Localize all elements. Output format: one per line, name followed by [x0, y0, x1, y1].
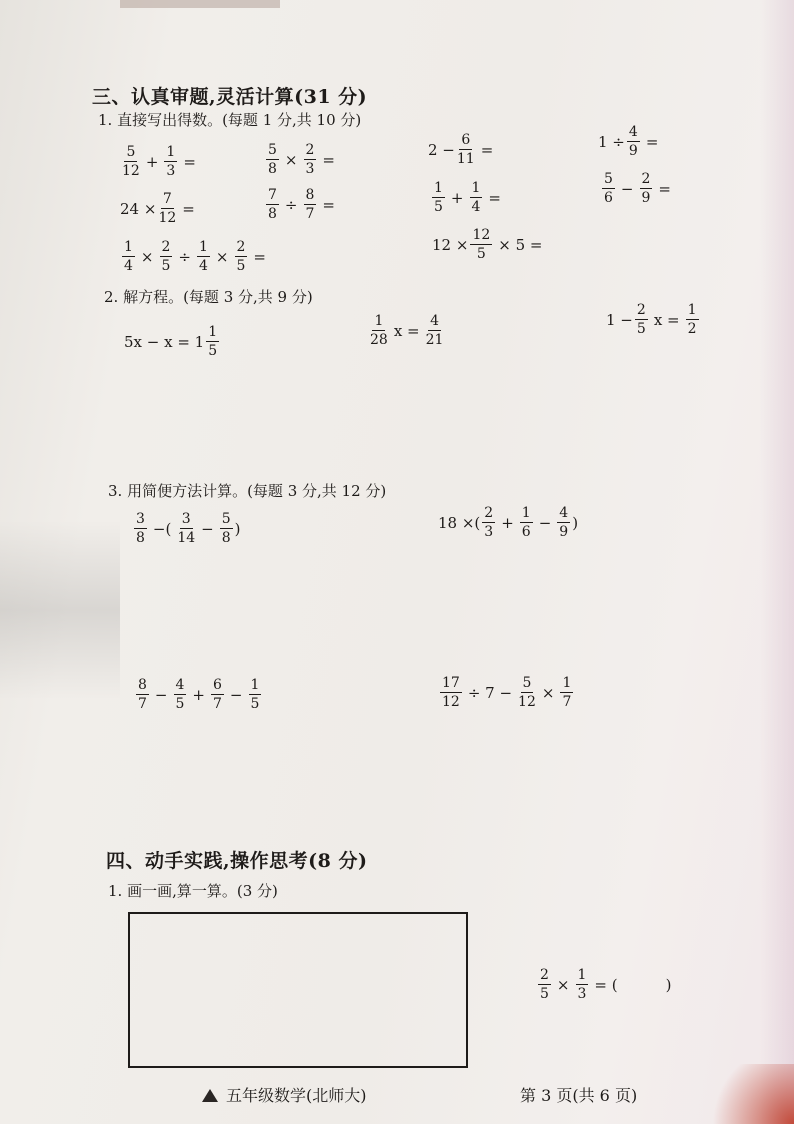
- fraction: $\frac{8}{7}$: [138, 677, 147, 712]
- fraction: $\frac{4}{21}$: [425, 313, 444, 348]
- simplify-3: $\frac{8}{7}$ − $\frac{4}{5}$ + $\frac{6}{7}$ − $\frac{1}{5}$: [138, 677, 260, 712]
- corner-stain: [704, 1064, 794, 1124]
- fraction: $\frac{1}{4}$: [124, 239, 133, 274]
- fraction: $\frac{1}{5}$: [208, 324, 218, 359]
- equation-2: $\frac{1}{28}$ x = $\frac{4}{21}$: [370, 313, 444, 348]
- fraction: $\frac{1}{5}$: [434, 180, 443, 215]
- fraction: $\frac{2}{5}$: [236, 239, 246, 274]
- drawing-box[interactable]: [128, 912, 468, 1068]
- fraction: $\frac{2}{9}$: [641, 171, 651, 206]
- simplify-2: 18 ×( $\frac{2}{3}$ + $\frac{1}{6}$ − $\frac{4}{9}$ ): [438, 505, 579, 540]
- fraction: $\frac{5}{6}$: [604, 171, 613, 206]
- fraction: $\frac{1}{7}$: [562, 675, 572, 710]
- fraction: $\frac{1}{4}$: [199, 239, 208, 274]
- q2-title: 2. 解方程。(每题 3 分,共 9 分): [104, 288, 313, 306]
- fraction: $\frac{5}{8}$: [268, 142, 277, 177]
- fraction: $\frac{3}{14}$: [177, 511, 196, 546]
- paper-fold-shadow: [0, 520, 120, 700]
- q1-item-10: 12 × $\frac{12}{5}$ × 5 =: [432, 227, 543, 262]
- fraction: $\frac{1}{3}$: [577, 967, 587, 1002]
- top-tape-strip: [120, 0, 280, 8]
- fraction: $\frac{5}{8}$: [221, 511, 231, 546]
- fraction: $\frac{1}{3}$: [166, 144, 176, 179]
- fraction: $\frac{1}{2}$: [687, 302, 697, 337]
- footer-page-number: 第 3 页(共 6 页): [520, 1086, 638, 1105]
- q1-item-2: $\frac{5}{8}$ × $\frac{2}{3}$ =: [268, 142, 335, 177]
- fraction: $\frac{2}{5}$: [636, 302, 646, 337]
- fraction: $\frac{8}{7}$: [305, 187, 315, 222]
- fraction: $\frac{2}{5}$: [540, 967, 549, 1002]
- q3-title: 3. 用简便方法计算。(每题 3 分,共 12 分): [108, 482, 387, 500]
- fraction: $\frac{1}{5}$: [250, 677, 260, 712]
- equation-3: 1 − $\frac{2}{5}$ x = $\frac{1}{2}$: [606, 302, 697, 337]
- fraction: $\frac{7}{8}$: [268, 187, 277, 222]
- section3-title: 三、认真审题,灵活计算(31 分): [92, 86, 368, 108]
- simplify-1: $\frac{3}{8}$ −( $\frac{3}{14}$ − $\frac{5}{8}$ ): [136, 511, 241, 546]
- fraction: $\frac{3}{8}$: [136, 511, 145, 546]
- fraction: $\frac{12}{5}$: [472, 227, 491, 262]
- s4-q1-title: 1. 画一画,算一算。(3 分): [108, 882, 278, 900]
- q1-title: 1. 直接写出得数。(每题 1 分,共 10 分): [98, 111, 362, 129]
- footer-left: 五年级数学(北师大): [202, 1083, 367, 1106]
- fraction: $\frac{1}{28}$: [370, 313, 388, 348]
- paper-edge-tint: [760, 0, 794, 1124]
- q1-item-1: $\frac{5}{12}$ + $\frac{1}{3}$ =: [122, 144, 196, 179]
- q1-item-5: 24 × $\frac{7}{12}$ =: [120, 191, 195, 226]
- q1-item-4: 1 ÷ $\frac{4}{9}$ =: [598, 124, 659, 159]
- fraction: $\frac{4}{9}$: [628, 124, 638, 159]
- fraction: $\frac{2}{3}$: [484, 505, 494, 540]
- fraction: $\frac{6}{11}$: [456, 132, 475, 167]
- fraction: $\frac{4}{9}$: [559, 505, 569, 540]
- fraction: $\frac{7}{12}$: [158, 191, 177, 226]
- draw-calc-expression: $\frac{2}{5}$ × $\frac{1}{3}$ = ( ): [540, 967, 672, 1002]
- fraction: $\frac{2}{3}$: [305, 142, 315, 177]
- fraction: $\frac{5}{12}$: [122, 144, 140, 179]
- section4-title: 四、动手实践,操作思考(8 分): [106, 850, 368, 872]
- equation-1: 5x − x = 1 $\frac{1}{5}$: [124, 324, 218, 359]
- fraction: $\frac{2}{5}$: [161, 239, 171, 274]
- q1-item-7: $\frac{1}{5}$ + $\frac{1}{4}$ =: [434, 180, 501, 215]
- fraction: $\frac{1}{6}$: [521, 505, 531, 540]
- q1-item-3: 2 − $\frac{6}{11}$ =: [428, 132, 494, 167]
- fraction: $\frac{5}{12}$: [518, 675, 536, 710]
- fraction: $\frac{17}{12}$: [442, 675, 460, 710]
- q1-item-9: $\frac{1}{4}$ × $\frac{2}{5}$ ÷ $\frac{1}{4}$ × $\frac{2}{5}$ =: [124, 239, 266, 274]
- q1-item-8: $\frac{5}{6}$ − $\frac{2}{9}$ =: [604, 171, 671, 206]
- q1-item-6: $\frac{7}{8}$ ÷ $\frac{8}{7}$ =: [268, 187, 335, 222]
- simplify-4: $\frac{17}{12}$ ÷ 7 − $\frac{5}{12}$ × $\frac{1}{7}$: [442, 675, 572, 710]
- triangle-logo-icon: [202, 1089, 218, 1102]
- fraction: $\frac{4}{5}$: [175, 677, 185, 712]
- fraction: $\frac{1}{4}$: [471, 180, 481, 215]
- fraction: $\frac{6}{7}$: [213, 677, 222, 712]
